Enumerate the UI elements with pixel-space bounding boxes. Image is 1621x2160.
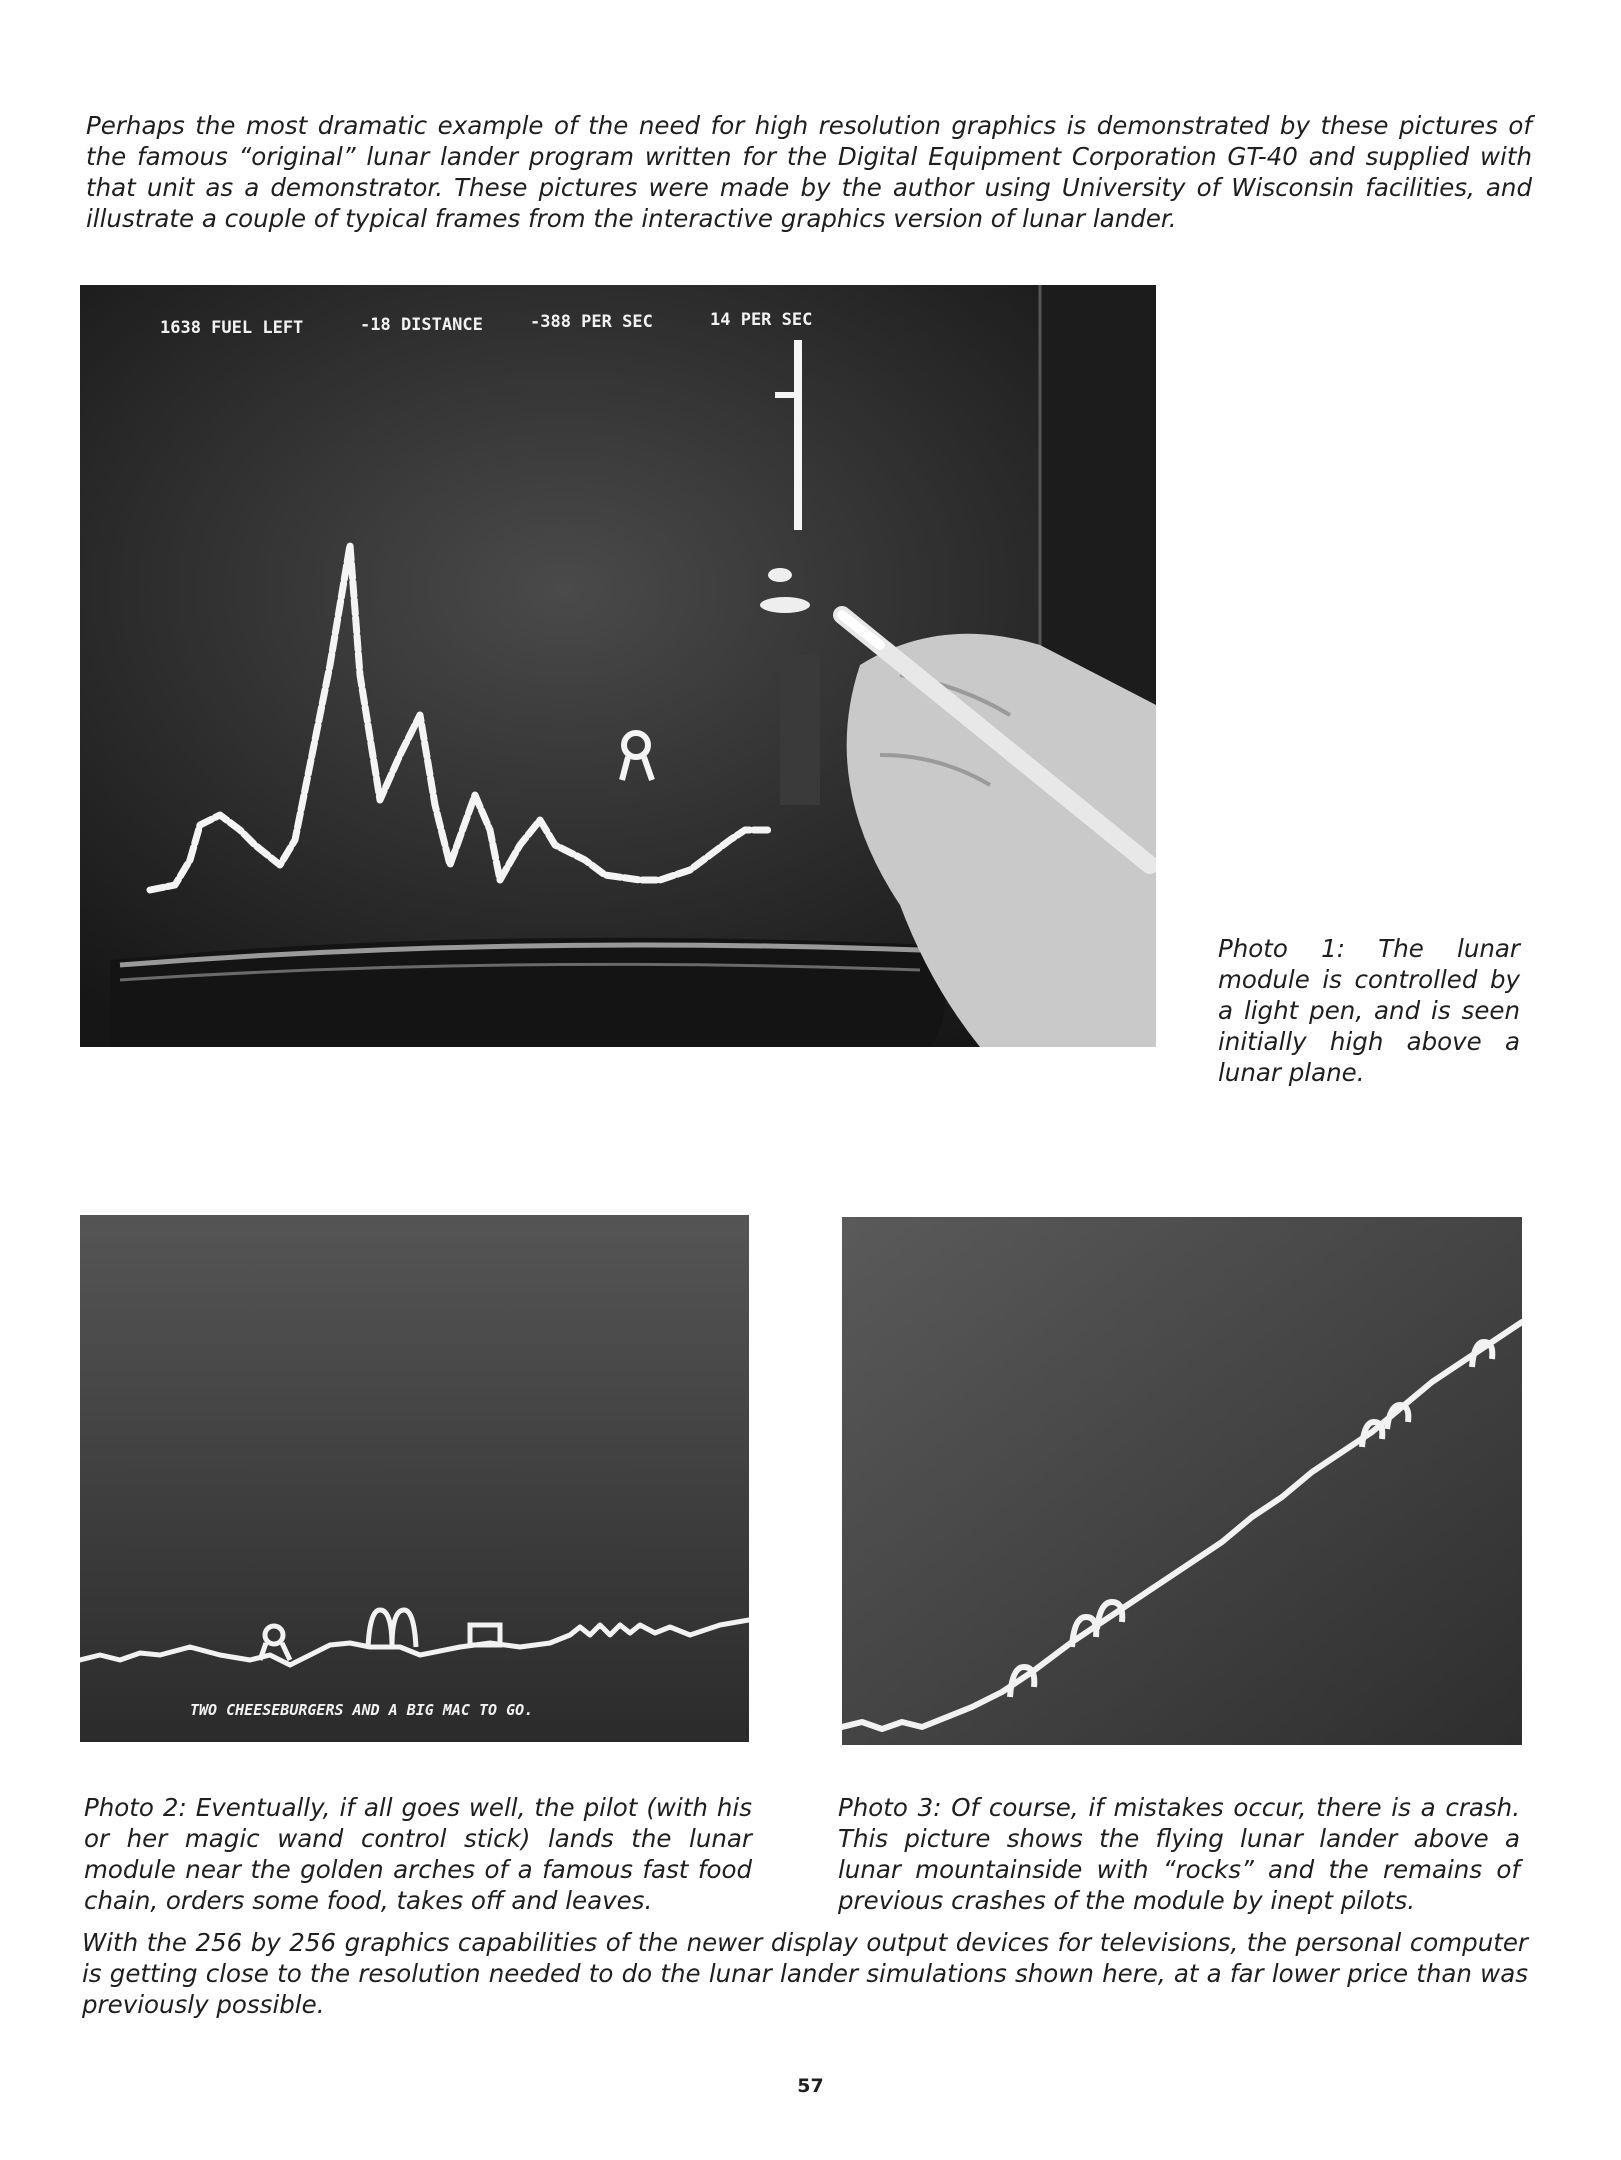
photo-1-caption: Photo 1: The lunar module is controlled by a light pen, and is seen initially high above a lunar plane. — [1218, 934, 1520, 1087]
readout-horizontal-speed: 14 PER SEC — [710, 310, 813, 330]
readout-distance: -18 DISTANCE — [360, 315, 483, 335]
closing-paragraph: With the 256 by 256 graphics capabilities of the newer display output devices for televisions, the personal computer is getting close to the resolution needed to do the lunar lander simulations shown here, at a far lower price than was previously possible. — [82, 1928, 1528, 2019]
photo-3-caption: Photo 3: Of course, if mistakes occur, there is a crash. This picture shows the flying lunar lander above a lunar mountainside with “rocks” and the remains of previous crashes of the module by inept pilots. — [838, 1793, 1520, 1915]
photo-2-lunar-landing — [80, 1215, 749, 1742]
photo-1-lunar-lander-light-pen — [80, 285, 1156, 1047]
intro-paragraph: Perhaps the most dramatic example of the need for high resolution graphics is demonstrated by these pictures of the famous “original” lunar lander program written for the Digital Equipment Corporation GT-40 and supplied with that unit as a demonstrator. These pictures were made by the author using University of Wisconsin facilities, and illustrate a couple of typical frames from the interactive graphics version of lunar lander. — [86, 111, 1532, 233]
screen-order-message: TWO CHEESEBURGERS AND A BIG MAC TO GO. — [190, 1701, 534, 1719]
photo-2-caption: Photo 2: Eventually, if all goes well, the pilot (with his or her magic wand control stick) lands the lunar module near the golden arches of a famous fast food chain, orders some food, takes off and leaves. — [84, 1793, 752, 1915]
photo-3-lander-crash — [842, 1217, 1522, 1745]
page-number: 57 — [797, 2075, 824, 2097]
readout-fuel: 1638 FUEL LEFT — [160, 318, 304, 338]
readout-vertical-speed: -388 PER SEC — [530, 312, 653, 332]
